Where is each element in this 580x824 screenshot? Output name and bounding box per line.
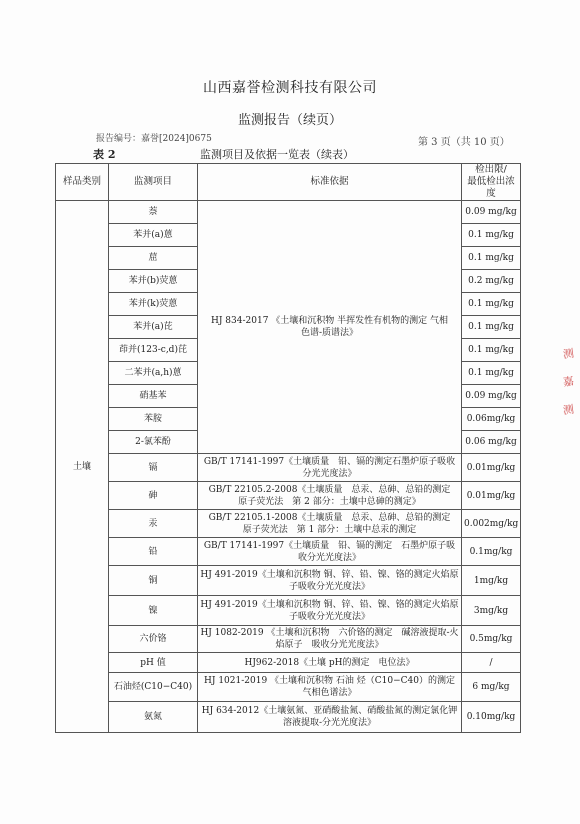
item-cell: 氨氮 [109,702,198,733]
stamp-char: 嘉 [562,374,575,390]
header-limit: 检出限/ 最低检出浓度 [462,164,521,201]
category-cell: 土壤 [56,201,109,733]
table-row [56,566,521,596]
item-cell: 石油烃(C10−C40) [109,673,198,702]
item-cell: 汞 [109,510,198,538]
table-header-row [56,164,521,201]
limit-cell: 0.1 mg/kg [462,362,521,385]
table-row [56,596,521,626]
limit-cell: 0.002mg/kg [462,510,521,538]
limit-cell: 0.2 mg/kg [462,270,521,293]
item-cell: 硝基苯 [109,385,198,408]
limit-cell: 3mg/kg [462,596,521,626]
limit-cell: 0.01mg/kg [462,454,521,482]
monitoring-table [55,163,521,733]
header-category: 样品类别 [56,164,109,201]
limit-cell: 0.06mg/kg [462,408,521,431]
item-cell: 六价铬 [109,626,198,653]
standard-cell: HJ 1082-2019 《土壤和沉积物 六价铬的测定 碱溶液提取-火焰原子 吸收分光光度法》 [198,626,462,653]
limit-cell: 0.06 mg/kg [462,431,521,454]
limit-cell: 0.1 mg/kg [462,316,521,339]
limit-cell: 0.01mg/kg [462,482,521,510]
table-caption: 监测项目及依据一览表（续表） [200,148,354,161]
item-cell: 萘 [109,201,198,224]
table-row [56,510,521,538]
item-cell: 2-氯苯酚 [109,431,198,454]
item-cell: pH 值 [109,653,198,673]
item-cell: 苯并(k)荧蒽 [109,293,198,316]
standard-cell: HJ 491-2019《土壤和沉积物 铜、锌、铅、镍、铬的测定火焰原子吸收分光光度法》 [198,596,462,626]
item-cell: 苯并(a)芘 [109,316,198,339]
limit-cell: 0.1 mg/kg [462,247,521,270]
table-row [56,454,521,482]
company-name: 山西嘉誉检测科技有限公司 [203,80,377,96]
table-row [56,673,521,702]
item-cell: 砷 [109,482,198,510]
standard-cell: HJ 491-2019《土壤和沉积物 铜、锌、铅、镍、铬的测定火焰原子吸收分光光度法》 [198,566,462,596]
limit-cell: 6 mg/kg [462,673,521,702]
item-cell: 苯并(a)蒽 [109,224,198,247]
table-row [56,201,521,224]
limit-cell: 0.5mg/kg [462,626,521,653]
shared-standard-cell: HJ 834-2017 《土壤和沉积物 半挥发性有机物的测定 气相色谱-质谱法》 [198,201,462,454]
item-cell: 铜 [109,566,198,596]
limit-cell: 0.09 mg/kg [462,201,521,224]
stamp-char: 测 [562,402,575,418]
item-cell: 镍 [109,596,198,626]
standard-cell: GB/T 22105.2-2008《土壤质量 总汞、总砷、总铅的测定 原子荧光法 第 2 部分：土壤中总砷的测定》 [198,482,462,510]
item-cell: 二苯并(a,h)蒽 [109,362,198,385]
limit-cell: 0.1mg/kg [462,538,521,566]
item-cell: 镉 [109,454,198,482]
table-row [56,653,521,673]
standard-cell: HJ962-2018《土壤 pH的测定 电位法》 [198,653,462,673]
standard-cell: HJ 634-2012《土壤氨氮、亚硝酸盐氮、硝酸盐氮的测定氯化钾溶液提取-分光光度法》 [198,702,462,733]
limit-cell: 0.1 mg/kg [462,339,521,362]
table-row [56,702,521,733]
table-row [56,626,521,653]
header-standard: 标准依据 [198,164,462,201]
seal-stamp [563,347,580,457]
report-title: 监测报告（续页） [237,113,342,128]
table-number: 表 2 [93,148,116,161]
standard-cell: GB/T 17141-1997《土壤质量 铅、镉的测定石墨炉原子吸收分光光度法》 [198,454,462,482]
standard-cell: GB/T 17141-1997《土壤质量 铅、镉的测定 石墨炉原子吸收分光光度法》 [198,538,462,566]
report-number: 报告编号：嘉誉[2024]0675 [96,134,212,144]
item-cell: 铅 [109,538,198,566]
table-row [56,482,521,510]
header-item: 监测项目 [109,164,198,201]
limit-cell: 0.1 mg/kg [462,293,521,316]
limit-cell: / [462,653,521,673]
standard-cell: GB/T 22105.1-2008《土壤质量 总汞、总砷、总铅的测定 原子荧光法 第 1 部分：土壤中总汞的测定 [198,510,462,538]
standard-cell: HJ 1021-2019 《土壤和沉积物 石油 烃（C10−C40）的测定 气相色谱法》 [198,673,462,702]
item-cell: 苯并(b)荧蒽 [109,270,198,293]
stamp-char: 测 [562,346,575,362]
table-row [56,538,521,566]
limit-cell: 0.09 mg/kg [462,385,521,408]
limit-cell: 1mg/kg [462,566,521,596]
item-cell: 䓛 [109,247,198,270]
item-cell: 苯胺 [109,408,198,431]
page-indicator: 第 3 页（共 10 页） [418,137,510,148]
limit-cell: 0.10mg/kg [462,702,521,733]
item-cell: 茚并(123-c,d)芘 [109,339,198,362]
limit-cell: 0.1 mg/kg [462,224,521,247]
